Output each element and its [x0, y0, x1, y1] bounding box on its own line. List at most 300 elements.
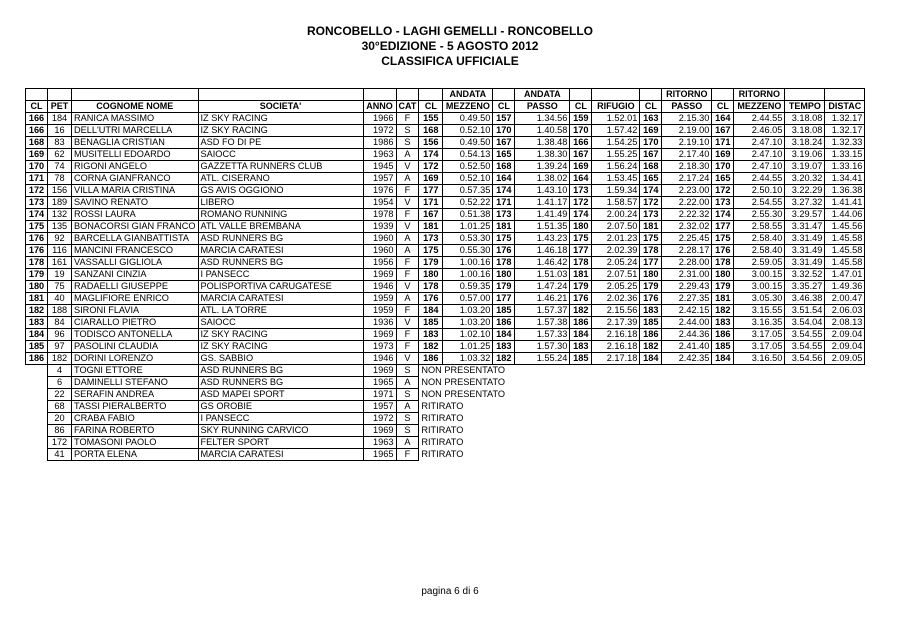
cell-societa: ATL. CISERANO	[198, 173, 363, 185]
cell-cl5: 184	[712, 353, 734, 365]
cell-cl2: 171	[493, 197, 515, 209]
cell-mezzeno1: 0.52.10	[443, 125, 493, 137]
cell-rifugio: 2.02.39	[592, 245, 640, 257]
cell-societa: GS OROBIE	[198, 401, 363, 413]
cell-passo1: 1.57.33	[515, 329, 570, 341]
cell-cl5: 185	[712, 341, 734, 353]
cell-cl3: 167	[570, 149, 592, 161]
cell-mezzeno1: 0.57.35	[443, 185, 493, 197]
header-passo1: PASSO	[515, 101, 570, 113]
cell-cl2: 173	[493, 209, 515, 221]
cell-mezzeno2: 2.46.05	[734, 125, 785, 137]
cell-passo1: 1.40.58	[515, 125, 570, 137]
cell-cl1: 183	[419, 329, 443, 341]
cell-societa: IZ SKY RACING	[198, 341, 363, 353]
cell-cl2: 184	[493, 329, 515, 341]
cell-pet: 75	[48, 281, 72, 293]
header-andata-1: ANDATA	[443, 89, 493, 101]
cell-cl2: 164	[493, 173, 515, 185]
cell-cl1: 169	[419, 173, 443, 185]
cell-cl: 171	[26, 173, 48, 185]
page-number: pagina 6 di 6	[421, 586, 479, 597]
cell-passo2: 2.29.43	[662, 281, 712, 293]
cell-pet: 97	[48, 341, 72, 353]
cell-anno: 1969	[363, 269, 396, 281]
empty-cell	[26, 413, 48, 425]
cell-passo2: 2.27.35	[662, 293, 712, 305]
cell-cat: V	[396, 353, 419, 365]
list-item	[26, 425, 865, 437]
cell-cl2: 175	[493, 233, 515, 245]
cell-cl2: 186	[493, 317, 515, 329]
cell-mezzeno2: 2.55.30	[734, 209, 785, 221]
cell-cl1: 175	[419, 245, 443, 257]
cell-cl5: 181	[712, 293, 734, 305]
cell-mezzeno1: 1.02.10	[443, 329, 493, 341]
cell-societa: ASD RUNNERS BG	[198, 365, 363, 377]
cell-distac: 1.45.58	[825, 233, 865, 245]
cell-mezzeno2: 3.15.55	[734, 305, 785, 317]
cell-passo2: 2.17.24	[662, 173, 712, 185]
table-row	[26, 185, 865, 197]
cell-cl2: 174	[493, 185, 515, 197]
cell-cl2: 183	[493, 341, 515, 353]
cell-cl: 176	[26, 245, 48, 257]
cell-cl4: 168	[640, 161, 662, 173]
cell-cl5: 177	[712, 221, 734, 233]
cell-societa: SKY RUNNING CARVICO	[198, 425, 363, 437]
cell-cat: A	[396, 173, 419, 185]
cell-cl3: 169	[570, 161, 592, 173]
cell-distac: 1.33.15	[825, 149, 865, 161]
cell-cat: S	[396, 425, 419, 437]
cell-anno: 1972	[363, 125, 396, 137]
cell-mezzeno2: 3.05.30	[734, 293, 785, 305]
cell-mezzeno1: 0.53.30	[443, 233, 493, 245]
cell-cognome: TASSI PIERALBERTO	[72, 401, 199, 413]
cell-rifugio: 2.05.24	[592, 257, 640, 269]
cell-passo1: 1.51.35	[515, 221, 570, 233]
cell-cl: 175	[26, 221, 48, 233]
cell-distac: 1.32.33	[825, 137, 865, 149]
race-title: RONCOBELLO - LAGHI GEMELLI - RONCOBELLO	[307, 24, 593, 38]
results-table	[25, 88, 865, 461]
others-body	[26, 365, 865, 461]
cell-passo1: 1.41.17	[515, 197, 570, 209]
cell-mezzeno1: 0.49.50	[443, 113, 493, 125]
cell-distac: 1.45.56	[825, 221, 865, 233]
cell-cl1: 155	[419, 113, 443, 125]
cell-distac: 2.00.47	[825, 293, 865, 305]
cell-cat: V	[396, 197, 419, 209]
cell-pet: 6	[48, 377, 72, 389]
cell-rifugio: 2.00.24	[592, 209, 640, 221]
table-row	[26, 293, 865, 305]
cell-cat: A	[396, 149, 419, 161]
cell-societa: ASD RUNNERS BG	[198, 233, 363, 245]
cell-anno: 1939	[363, 221, 396, 233]
cell-passo1: 1.57.38	[515, 317, 570, 329]
cell-mezzeno2: 3.17.05	[734, 341, 785, 353]
cell-passo1: 1.57.37	[515, 305, 570, 317]
cell-mezzeno1: 0.54.13	[443, 149, 493, 161]
header-mezzeno1: MEZZENO	[443, 101, 493, 113]
table-row	[26, 209, 865, 221]
empty-cell	[26, 449, 48, 461]
cell-cl3: 179	[570, 281, 592, 293]
cell-rifugio: 2.16.18	[592, 329, 640, 341]
cell-passo1: 1.43.23	[515, 233, 570, 245]
cell-rifugio: 1.57.42	[592, 125, 640, 137]
cell-cat: V	[396, 317, 419, 329]
cell-cl2: 179	[493, 281, 515, 293]
cell-cl: 166	[26, 113, 48, 125]
cell-societa: IZ SKY RACING	[198, 329, 363, 341]
cell-cl: 173	[26, 197, 48, 209]
header-cl4: CL	[640, 101, 662, 113]
header-cognome: COGNOME NOME	[72, 101, 199, 113]
cell-pet: 68	[48, 401, 72, 413]
cell-cat: A	[396, 293, 419, 305]
cell-cat: A	[396, 437, 419, 449]
header-anno: ANNO	[363, 101, 396, 113]
cell-passo1: 1.43.10	[515, 185, 570, 197]
cell-tempo: 3.54.55	[785, 341, 825, 353]
header-cl3: CL	[570, 101, 592, 113]
cell-cl1: 167	[419, 209, 443, 221]
cell-cl5: 186	[712, 329, 734, 341]
cell-societa: ATL VALLE BREMBANA	[198, 221, 363, 233]
cell-pet: 172	[48, 437, 72, 449]
cell-mezzeno1: 1.03.32	[443, 353, 493, 365]
cell-cl5: 164	[712, 113, 734, 125]
cell-cl5: 179	[712, 281, 734, 293]
cell-anno: 1978	[363, 209, 396, 221]
cell-cl1: 180	[419, 269, 443, 281]
cell-cognome: TODISCO ANTONELLA	[72, 329, 199, 341]
cell-cl2: 176	[493, 245, 515, 257]
cell-anno: 1971	[363, 389, 396, 401]
cell-mezzeno1: 0.52.22	[443, 197, 493, 209]
cell-passo1: 1.46.21	[515, 293, 570, 305]
cell-cl3: 172	[570, 197, 592, 209]
cell-cl5: 175	[712, 233, 734, 245]
cell-cl4: 173	[640, 209, 662, 221]
cell-societa: ASD FO DI PE	[198, 137, 363, 149]
cell-cl1: 174	[419, 149, 443, 161]
cell-mezzeno2: 3.17.05	[734, 329, 785, 341]
cell-cognome: CRABA FABIO	[72, 413, 199, 425]
cell-rifugio: 2.05.25	[592, 281, 640, 293]
cell-tempo: 3.18.24	[785, 137, 825, 149]
header-cl2: CL	[493, 101, 515, 113]
cell-pet: 156	[48, 185, 72, 197]
cell-cl4: 176	[640, 293, 662, 305]
cell-cat: S	[396, 365, 419, 377]
cell-cl2: 167	[493, 137, 515, 149]
list-item	[26, 401, 865, 413]
cell-mezzeno1: 1.00.16	[443, 257, 493, 269]
cell-distac: 2.09.04	[825, 341, 865, 353]
cell-cl1: 181	[419, 221, 443, 233]
cell-anno: 1957	[363, 173, 396, 185]
cell-rifugio: 2.17.18	[592, 353, 640, 365]
cell-passo1: 1.46.42	[515, 257, 570, 269]
cell-distac: 1.32.17	[825, 125, 865, 137]
cell-distac: 1.36.38	[825, 185, 865, 197]
cell-distac: 1.34.41	[825, 173, 865, 185]
cell-mezzeno1: 1.01.25	[443, 341, 493, 353]
cell-cl4: 185	[640, 317, 662, 329]
cell-mezzeno1: 0.59.35	[443, 281, 493, 293]
cell-mezzeno1: 1.03.20	[443, 305, 493, 317]
cell-cognome: PORTA ELENA	[72, 449, 199, 461]
cell-rifugio: 1.55.25	[592, 149, 640, 161]
cell-mezzeno2: 3.16.50	[734, 353, 785, 365]
cell-societa: GS. SABBIO	[198, 353, 363, 365]
table-row	[26, 305, 865, 317]
cell-cat: F	[396, 329, 419, 341]
cell-cl5: 182	[712, 305, 734, 317]
cell-cl5: 167	[712, 125, 734, 137]
table-row	[26, 137, 865, 149]
cell-cognome: SIRONI FLAVIA	[72, 305, 199, 317]
cell-cl4: 174	[640, 185, 662, 197]
cell-mezzeno1: 0.51.38	[443, 209, 493, 221]
cell-societa: ATL. LA TORRE	[198, 305, 363, 317]
cell-distac: 1.32.17	[825, 113, 865, 125]
cell-passo2: 2.32.02	[662, 221, 712, 233]
cell-cognome: SANZANI CINZIA	[72, 269, 199, 281]
cell-passo2: 2.28.17	[662, 245, 712, 257]
cell-cl4: 165	[640, 173, 662, 185]
header-mezzeno2: MEZZENO	[734, 101, 785, 113]
cell-mezzeno2: 2.59.05	[734, 257, 785, 269]
cell-cl1: 172	[419, 161, 443, 173]
cell-cognome: ROSSI LAURA	[72, 209, 199, 221]
table-row	[26, 161, 865, 173]
cell-cat: F	[396, 257, 419, 269]
table-row	[26, 113, 865, 125]
cell-pet: 161	[48, 257, 72, 269]
cell-rifugio: 1.53.45	[592, 173, 640, 185]
cell-cat: A	[396, 377, 419, 389]
cell-cl3: 185	[570, 353, 592, 365]
status-note: NON PRESENTATO	[421, 389, 506, 399]
cell-rifugio: 2.15.56	[592, 305, 640, 317]
cell-pet: 184	[48, 113, 72, 125]
cell-cl3: 181	[570, 269, 592, 281]
cell-cl3: 159	[570, 113, 592, 125]
cell-cl5: 172	[712, 185, 734, 197]
cell-pet: 16	[48, 125, 72, 137]
header-rifugio: RIFUGIO	[592, 101, 640, 113]
cell-anno: 1969	[363, 329, 396, 341]
cell-pet: 96	[48, 329, 72, 341]
cell-cl5: 165	[712, 173, 734, 185]
cell-cl3: 170	[570, 125, 592, 137]
table-row	[26, 197, 865, 209]
header-andata-2: ANDATA	[515, 89, 570, 101]
cell-cl4: 183	[640, 305, 662, 317]
cell-cl2: 181	[493, 221, 515, 233]
cell-mezzeno1: 0.52.50	[443, 161, 493, 173]
cell-passo2: 2.22.32	[662, 209, 712, 221]
cell-societa: POLISPORTIVA CARUGATESE	[198, 281, 363, 293]
cell-anno: 1972	[363, 413, 396, 425]
cell-pet: 189	[48, 197, 72, 209]
cell-pet: 78	[48, 173, 72, 185]
empty-cell	[26, 425, 48, 437]
cell-cognome: DORINI LORENZO	[72, 353, 199, 365]
cell-passo2: 2.18.30	[662, 161, 712, 173]
cell-cognome: FARINA ROBERTO	[72, 425, 199, 437]
cell-cognome: DAMINELLI STEFANO	[72, 377, 199, 389]
cell-tempo: 3.31.49	[785, 245, 825, 257]
empty-cell	[26, 377, 48, 389]
cell-cl2: 185	[493, 305, 515, 317]
cell-cat: V	[396, 281, 419, 293]
cell-tempo: 3.18.08	[785, 113, 825, 125]
cell-cl2: 165	[493, 149, 515, 161]
cell-passo1: 1.34.56	[515, 113, 570, 125]
cell-anno: 1965	[363, 377, 396, 389]
cell-societa: ASD MAPEI SPORT	[198, 389, 363, 401]
list-item	[26, 437, 865, 449]
cell-cl1: 171	[419, 197, 443, 209]
cell-cat: F	[396, 113, 419, 125]
cell-rifugio: 2.02.36	[592, 293, 640, 305]
cell-distac: 1.45.58	[825, 257, 865, 269]
cell-passo2: 2.19.00	[662, 125, 712, 137]
empty-cell	[26, 389, 48, 401]
cell-tempo: 3.54.56	[785, 353, 825, 365]
status-note: RITIRATO	[421, 449, 464, 459]
cell-cl1: 156	[419, 137, 443, 149]
cell-pet: 83	[48, 137, 72, 149]
cell-pet: 92	[48, 233, 72, 245]
cell-cognome: PASOLINI CLAUDIA	[72, 341, 199, 353]
cell-passo1: 1.51.03	[515, 269, 570, 281]
list-item	[26, 413, 865, 425]
cell-rifugio: 2.17.39	[592, 317, 640, 329]
cell-anno: 1963	[363, 437, 396, 449]
cell-distac: 2.08.13	[825, 317, 865, 329]
cell-rifugio: 1.59.34	[592, 185, 640, 197]
cell-societa: I PANSECC	[198, 269, 363, 281]
cell-cat: F	[396, 185, 419, 197]
cell-cl3: 183	[570, 341, 592, 353]
header-row	[26, 101, 865, 113]
cell-rifugio: 1.58.57	[592, 197, 640, 209]
cell-cl4: 184	[640, 353, 662, 365]
cell-cl2: 170	[493, 125, 515, 137]
cell-cl: 168	[26, 137, 48, 149]
cell-cl4: 180	[640, 269, 662, 281]
cell-pet: 135	[48, 221, 72, 233]
cell-cat: A	[396, 401, 419, 413]
cell-cl2: 157	[493, 113, 515, 125]
cell-cl1: 179	[419, 257, 443, 269]
cell-cat: F	[396, 449, 419, 461]
cell-passo1: 1.41.49	[515, 209, 570, 221]
cell-mezzeno1: 0.52.10	[443, 173, 493, 185]
status-note: RITIRATO	[421, 437, 464, 447]
cell-mezzeno2: 2.58.40	[734, 233, 785, 245]
cell-cat: F	[396, 341, 419, 353]
cell-cl1: 177	[419, 185, 443, 197]
header-cl1: CL	[419, 101, 443, 113]
cell-cl: 172	[26, 185, 48, 197]
header-row-top	[26, 89, 865, 101]
cell-distac: 1.45.58	[825, 245, 865, 257]
cell-rifugio: 1.56.24	[592, 161, 640, 173]
cell-passo1: 1.57.30	[515, 341, 570, 353]
cell-passo1: 1.46.18	[515, 245, 570, 257]
cell-cl: 170	[26, 161, 48, 173]
cell-mezzeno1: 0.55.30	[443, 245, 493, 257]
cell-cat: S	[396, 413, 419, 425]
cell-passo1: 1.55.24	[515, 353, 570, 365]
table-row	[26, 221, 865, 233]
ranking-title: CLASSIFICA UFFICIALE	[381, 54, 519, 68]
cell-cl2: 177	[493, 293, 515, 305]
cell-societa: ROMANO RUNNING	[198, 209, 363, 221]
cell-cognome: SAVINO RENATO	[72, 197, 199, 209]
cell-cl4: 178	[640, 245, 662, 257]
document-titles	[0, 24, 900, 69]
cell-cl2: 168	[493, 161, 515, 173]
status-note: NON PRESENTATO	[421, 365, 506, 376]
cell-cat: A	[396, 233, 419, 245]
cell-mezzeno2: 2.47.10	[734, 149, 785, 161]
cell-pet: 116	[48, 245, 72, 257]
cell-cl3: 178	[570, 257, 592, 269]
cell-anno: 1965	[363, 449, 396, 461]
cell-cognome: RIGONI ANGELO	[72, 161, 199, 173]
cell-cl1: 178	[419, 281, 443, 293]
cell-passo2: 2.42.35	[662, 353, 712, 365]
empty-cell	[26, 365, 48, 377]
cell-cl: 166	[26, 125, 48, 137]
cell-societa: IZ SKY RACING	[198, 125, 363, 137]
cell-mezzeno2: 2.58.55	[734, 221, 785, 233]
cell-tempo: 3.31.49	[785, 233, 825, 245]
cell-cognome: SERAFIN ANDREA	[72, 389, 199, 401]
status-note: RITIRATO	[421, 425, 464, 435]
cell-tempo: 3.31.47	[785, 221, 825, 233]
cell-societa: SAIOCC	[198, 317, 363, 329]
cell-cl1: 173	[419, 233, 443, 245]
status-note: NON PRESENTATO	[421, 377, 506, 387]
cell-pet: 84	[48, 317, 72, 329]
table-row	[26, 341, 865, 353]
cell-anno: 1969	[363, 365, 396, 377]
table-row	[26, 281, 865, 293]
cell-passo2: 2.44.00	[662, 317, 712, 329]
cell-cl: 180	[26, 281, 48, 293]
cell-cl3: 180	[570, 221, 592, 233]
cell-cognome: TOGNI ETTORE	[72, 365, 199, 377]
cell-cat: S	[396, 389, 419, 401]
cell-distac: 1.33.16	[825, 161, 865, 173]
cell-distac: 2.09.05	[825, 353, 865, 365]
cell-passo1: 1.47.24	[515, 281, 570, 293]
cell-passo2: 2.41.40	[662, 341, 712, 353]
cell-cognome: RADAELLI GIUSEPPE	[72, 281, 199, 293]
cell-cl: 174	[26, 209, 48, 221]
cell-anno: 1960	[363, 233, 396, 245]
